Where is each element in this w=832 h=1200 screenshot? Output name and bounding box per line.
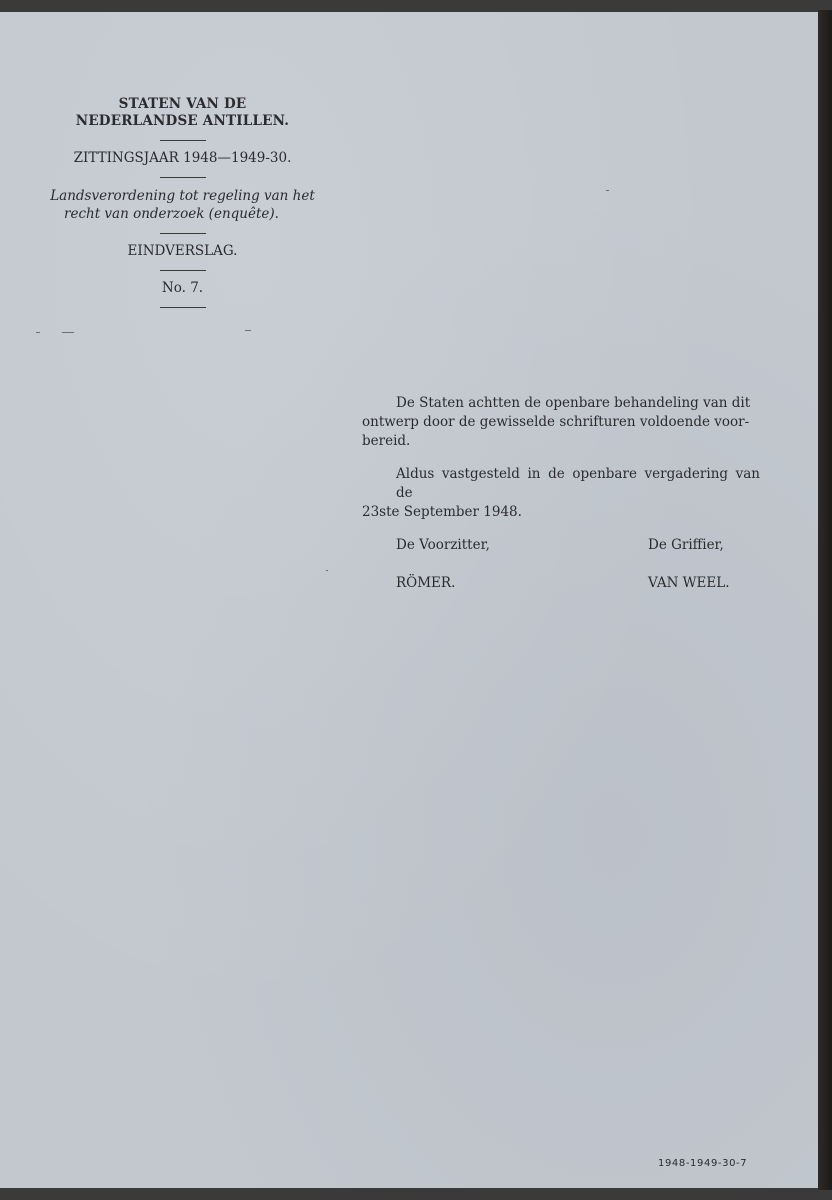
document-header [30,96,335,317]
subject-line-2: recht van onderzoek (enquête). [64,206,279,222]
paragraph-line: De Staten achtten de openbare behandeling van dit [396,395,751,411]
paper-speck [62,332,74,333]
divider-rule [160,233,206,234]
session-year: ZITTINGSJAAR 1948—1949-30. [73,150,292,166]
divider-rule [160,140,206,141]
page-edge-shadow [818,10,832,1190]
document-number: No. 7. [161,280,204,296]
paragraph-line: 23ste September 1948. [362,504,522,520]
paper-speck [606,190,609,191]
clerk-title: De Griffier, [648,537,724,553]
paragraph-line: ontwerp door de gewisselde schrifturen voldoende voor- [362,414,750,430]
paragraph-line: bereid. [362,433,411,449]
divider-rule [160,270,206,271]
report-type: EINDVERSLAG. [127,243,238,259]
organization-line-1: STATEN VAN DE [118,96,247,112]
paper-speck [245,330,251,331]
organization-line-2: NEDERLANDSE ANTILLEN. [75,113,290,129]
paragraph-line: Aldus vastgesteld in de openbare vergadering van de [396,466,760,501]
signature-titles [362,536,760,556]
paper-speck [326,570,328,571]
divider-rule [160,177,206,178]
document-code: 1948-1949-30-7 [658,1158,748,1169]
clerk-name: VAN WEEL. [648,575,730,591]
paper-speck [36,332,40,333]
subject-line-1: Landsverordening tot regeling van het [50,188,315,204]
chairman-title: De Voorzitter, [396,537,490,553]
document-subject [30,187,335,223]
document-body [362,394,760,594]
divider-rule [160,307,206,308]
document-page [0,12,818,1188]
signature-names [362,574,760,594]
organization-title [30,96,335,130]
chairman-name: RÖMER. [396,575,456,591]
paragraph-adopted [362,465,760,522]
paragraph-treatment [362,394,760,451]
